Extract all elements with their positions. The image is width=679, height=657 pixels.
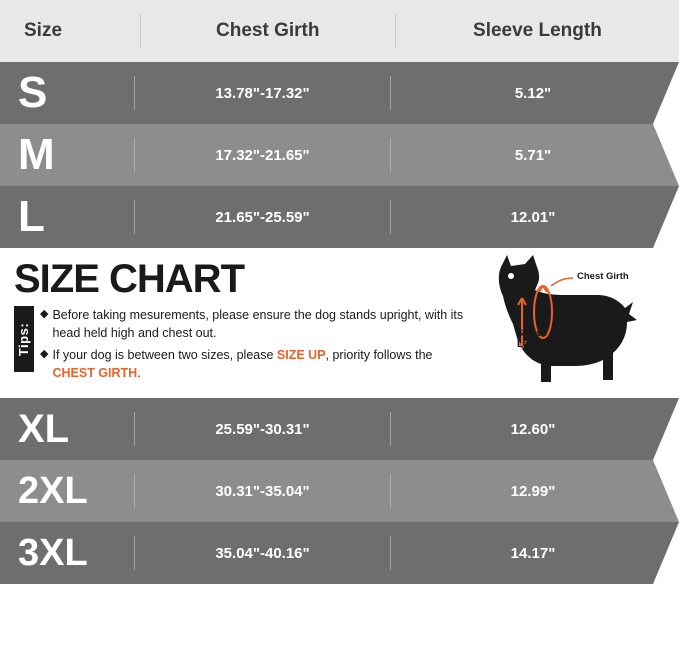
- row-size-label: 3XL: [18, 531, 88, 574]
- row-sleeve-value: 12.01": [510, 208, 556, 226]
- table-row: [0, 398, 679, 460]
- table-row: [0, 62, 679, 124]
- diamond-bullet-icon: ◆: [40, 308, 49, 320]
- row-size-label: 2XL: [18, 469, 88, 512]
- row-size-label: M: [18, 130, 55, 180]
- row-divider-1: [134, 76, 135, 110]
- table-row: [0, 124, 679, 186]
- tips-list: [40, 306, 470, 387]
- sleeve-label-line2: Length: [517, 338, 549, 350]
- row-divider-2: [390, 412, 391, 446]
- tip2-highlight-chest-girth: CHEST GIRTH: [52, 366, 138, 381]
- chest-girth-label: Chest Girth: [577, 271, 629, 282]
- row-size-label: L: [18, 192, 45, 242]
- tips-badge-label: Tips:: [16, 322, 32, 356]
- row-sleeve-value: 14.17": [510, 544, 556, 562]
- row-size-label: XL: [18, 407, 70, 451]
- row-divider-1: [134, 138, 135, 172]
- row-chest-value: 21.65"-25.59": [215, 208, 310, 226]
- row-chest-value: 35.04"-40.16": [215, 544, 310, 562]
- header-sleeve-length: Sleeve Length: [473, 20, 602, 41]
- diamond-bullet-icon: ◆: [40, 348, 49, 361]
- dog-diagram: [477, 250, 673, 396]
- row-sleeve-value: 12.99": [510, 482, 556, 500]
- page-title: SIZE CHART: [14, 257, 244, 301]
- tip2-part3: .: [137, 366, 141, 381]
- tip-item: [40, 346, 470, 382]
- row-chest-value: 13.78"-17.32": [215, 84, 310, 102]
- row-notch: [653, 124, 679, 186]
- row-notch: [653, 62, 679, 124]
- row-divider-1: [134, 200, 135, 234]
- row-divider-2: [390, 138, 391, 172]
- row-divider-1: [134, 412, 135, 446]
- row-divider-1: [134, 474, 135, 508]
- row-size-label: S: [18, 68, 48, 118]
- header-size: Size: [24, 20, 63, 41]
- sleeve-label-line1: Sleeve: [517, 328, 548, 339]
- row-notch: [653, 186, 679, 248]
- table-row: [0, 460, 679, 522]
- tips-badge: [14, 306, 34, 372]
- row-divider-1: [134, 536, 135, 570]
- table-row: [0, 186, 679, 248]
- row-chest-value: 25.59"-30.31": [215, 420, 310, 438]
- tip2-part2: , priority follows the: [325, 348, 433, 363]
- tip2-highlight-size-up: SIZE UP: [276, 348, 326, 363]
- table-row: [0, 522, 679, 584]
- row-chest-value: 17.32"-21.65": [215, 146, 310, 164]
- row-sleeve-value: 5.71": [514, 146, 552, 164]
- info-block: [0, 248, 679, 398]
- row-notch: [653, 460, 679, 522]
- row-chest-value: 30.31"-35.04": [215, 482, 310, 500]
- row-divider-2: [390, 76, 391, 110]
- header-chest-girth: Chest Girth: [216, 20, 320, 41]
- dog-silhouette-icon: [477, 250, 673, 396]
- tip-text-1: Before taking mesurements, please ensure the dog stands upright, with its head held high and chest out.: [52, 308, 464, 341]
- row-divider-2: [390, 536, 391, 570]
- row-sleeve-value: 5.12": [514, 84, 552, 102]
- tip-item: [40, 306, 470, 342]
- sleeve-length-label: [517, 329, 549, 351]
- tip2-part1: If your dog is between two sizes, please: [52, 348, 277, 363]
- table-header-row: [0, 0, 679, 62]
- row-divider-2: [390, 200, 391, 234]
- row-notch: [653, 522, 679, 584]
- row-divider-2: [390, 474, 391, 508]
- tip-text-2: [52, 346, 470, 382]
- row-sleeve-value: 12.60": [510, 420, 556, 438]
- row-notch: [653, 398, 679, 460]
